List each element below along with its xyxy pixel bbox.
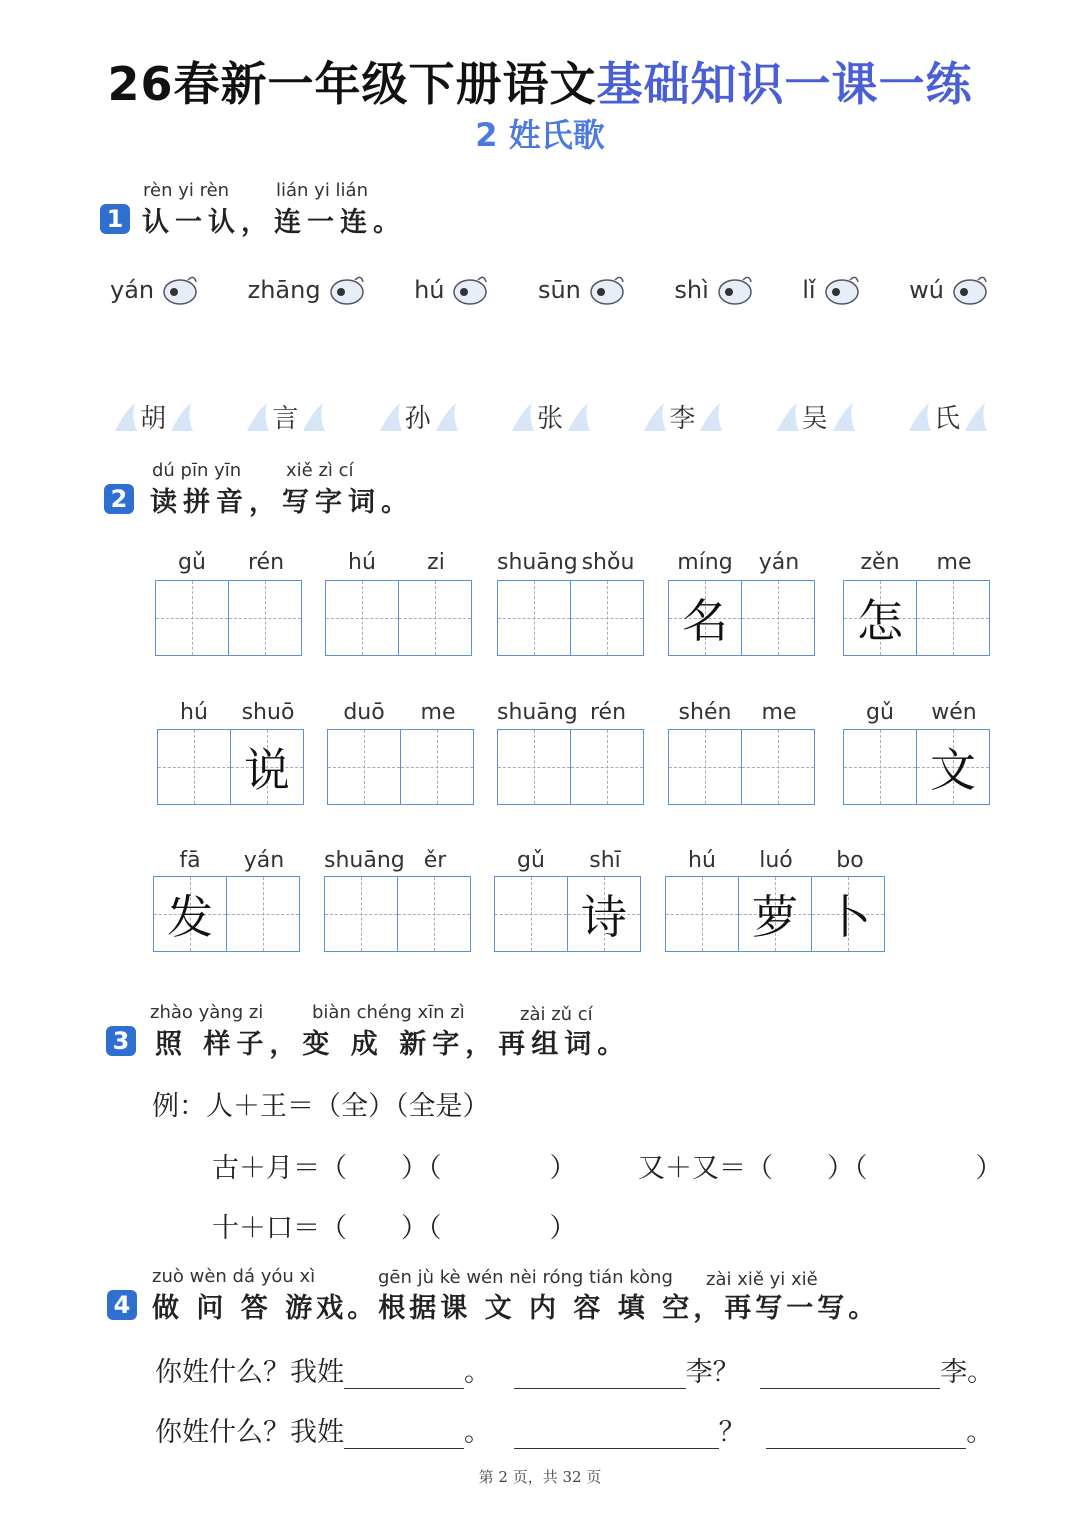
fish-icon <box>822 270 862 310</box>
grid-char <box>156 581 228 655</box>
wave-character: 张 <box>536 403 563 434</box>
equation-1[interactable]: 古＋月＝（ ）（ ） <box>212 1153 577 1184</box>
q3-number-badge: 3 <box>106 1026 136 1056</box>
pinyin: shuāng <box>497 700 578 725</box>
wave-icon <box>242 396 272 436</box>
wave-icon <box>960 396 990 436</box>
wave-item[interactable] <box>772 396 858 436</box>
wave-icon <box>110 396 140 436</box>
pinyin-label <box>325 550 473 575</box>
grid-char: 怎 <box>857 594 903 648</box>
pinyin-label <box>494 848 642 873</box>
pinyin-label <box>324 848 472 873</box>
answer-blank[interactable] <box>514 1420 719 1449</box>
wave-item[interactable] <box>507 396 593 436</box>
wave-character: 吴 <box>801 403 828 434</box>
pinyin: míng <box>677 550 733 575</box>
writing-grid[interactable] <box>497 729 644 805</box>
wave-icon <box>828 396 858 436</box>
q2-instruction: 读拼音，写字词。 <box>150 487 414 518</box>
pinyin-label <box>157 700 305 725</box>
grid-char <box>227 877 299 951</box>
wave-icon <box>298 396 328 436</box>
pinyin: zi <box>427 550 445 575</box>
pinyin: shuō <box>241 700 295 725</box>
q2-number-badge: 2 <box>104 484 134 514</box>
wave-item[interactable] <box>375 396 461 436</box>
pinyin: duō <box>343 700 385 725</box>
pinyin: luó <box>759 848 793 873</box>
fish-item[interactable] <box>802 262 861 318</box>
writing-grid[interactable] <box>153 876 300 952</box>
q1-instruction: 认一认，连一连。 <box>142 207 406 238</box>
pinyin: hú <box>348 550 376 575</box>
line2-question-mark: ？ <box>718 1417 746 1448</box>
fish-icon <box>950 270 990 310</box>
fish-pinyin-row <box>110 262 990 318</box>
grid-char <box>325 877 397 951</box>
wave-item[interactable] <box>639 396 725 436</box>
grid-char <box>229 581 301 655</box>
q4-pinyin-b: gēn jù kè wén nèi róng tián kòng <box>378 1267 673 1288</box>
fill-line-2 <box>155 1410 993 1449</box>
answer-blank[interactable] <box>766 1420 966 1449</box>
wave-icon <box>639 396 669 436</box>
grid-char <box>495 877 567 951</box>
fish-icon <box>715 270 755 310</box>
answer-blank[interactable] <box>344 1420 464 1449</box>
pinyin-label <box>668 700 816 725</box>
wave-icon <box>431 396 461 436</box>
pinyin-label <box>153 848 301 873</box>
q4-pinyin-a: zuò wèn dá yóu xì <box>152 1266 316 1287</box>
fish-item[interactable] <box>538 262 627 318</box>
wave-item[interactable] <box>242 396 328 436</box>
writing-grid[interactable] <box>843 580 990 656</box>
wave-icon <box>166 396 196 436</box>
q3-pinyin-b: biàn chéng xīn zì <box>312 1002 465 1023</box>
fish-pinyin: wú <box>909 276 944 304</box>
pinyin-label <box>843 550 991 575</box>
grid-char: 发 <box>167 890 213 944</box>
grid-char <box>158 730 230 804</box>
page-footer: 第 2 页，共 32 页 <box>478 1468 602 1486</box>
grid-char <box>666 877 738 951</box>
pinyin: me <box>936 550 972 575</box>
writing-grid[interactable] <box>665 876 885 952</box>
q1-pinyin-b: lián yi lián <box>276 180 368 201</box>
pinyin-label <box>665 848 887 873</box>
line1-period: 。 <box>464 1357 491 1388</box>
answer-blank[interactable] <box>760 1360 940 1389</box>
line2-question: 你姓什么？我姓 <box>155 1417 344 1448</box>
pinyin: shuāng <box>324 848 405 873</box>
q2-pinyin-a: dú pīn yīn <box>152 460 242 481</box>
grid-char <box>571 581 643 655</box>
wave-icon <box>904 396 934 436</box>
fish-item[interactable] <box>674 262 754 318</box>
fish-icon <box>327 270 367 310</box>
grid-char: 卜 <box>825 890 871 944</box>
grid-char: 说 <box>244 743 290 797</box>
fish-icon <box>587 270 627 310</box>
wave-item[interactable] <box>110 396 196 436</box>
fish-icon <box>450 270 490 310</box>
wave-icon <box>563 396 593 436</box>
pinyin: me <box>761 700 797 725</box>
pinyin: hú <box>180 700 208 725</box>
pinyin: shī <box>589 848 621 873</box>
pinyin-label <box>497 700 645 725</box>
writing-grid[interactable] <box>668 729 815 805</box>
fish-pinyin: sūn <box>537 276 581 304</box>
grid-char: 文 <box>930 743 976 797</box>
grid-char <box>669 730 741 804</box>
wave-item[interactable] <box>904 396 990 436</box>
wave-character: 胡 <box>140 403 167 434</box>
fill-line-1 <box>155 1350 994 1389</box>
q4-instruction: 做 问 答 游戏。根据课 文 内 容 填 空，再写一写。 <box>152 1293 880 1324</box>
grid-char <box>498 581 570 655</box>
fish-pinyin: zhāng <box>247 276 321 304</box>
grid-char <box>571 730 643 804</box>
grid-char <box>328 730 400 804</box>
fish-icon <box>160 270 200 310</box>
equation-2[interactable]: 又＋又＝（ ）（ ） <box>638 1153 1003 1184</box>
fish-item[interactable] <box>248 262 367 318</box>
q3-pinyin-a: zhào yàng zi <box>150 1002 264 1023</box>
wave-icon <box>772 396 802 436</box>
q4-number-badge: 4 <box>107 1290 137 1320</box>
fish-pinyin: lǐ <box>802 276 816 304</box>
pinyin: fā <box>179 848 201 873</box>
wave-character: 氏 <box>933 403 960 434</box>
writing-grid[interactable] <box>497 580 644 656</box>
pinyin-label <box>843 700 991 725</box>
grid-char: 萝 <box>752 890 798 944</box>
pinyin: me <box>420 700 456 725</box>
equation-3[interactable]: 十＋口＝（ ）（ ） <box>212 1213 577 1244</box>
writing-grid[interactable] <box>668 580 815 656</box>
grid-char <box>401 730 473 804</box>
wave-icon <box>695 396 725 436</box>
wave-icon <box>507 396 537 436</box>
grid-char: 诗 <box>581 890 627 944</box>
pinyin: hú <box>688 848 716 873</box>
line2-period-end: 。 <box>966 1417 994 1448</box>
answer-blank[interactable] <box>344 1360 464 1389</box>
fish-item[interactable] <box>110 262 200 318</box>
grid-char <box>742 581 814 655</box>
grid-char <box>399 581 471 655</box>
pinyin: shén <box>678 700 732 725</box>
fish-pinyin: yán <box>110 276 155 304</box>
grid-char <box>326 581 398 655</box>
wave-character-row <box>110 396 990 436</box>
fish-item[interactable] <box>909 262 990 318</box>
pinyin-label <box>668 550 816 575</box>
wave-character: 孙 <box>404 403 431 434</box>
pinyin: shuāng <box>497 550 578 575</box>
grid-char <box>742 730 814 804</box>
pinyin: ěr <box>423 848 447 873</box>
wave-icon <box>375 396 405 436</box>
pinyin: gǔ <box>517 848 545 873</box>
page-title <box>0 48 1080 114</box>
wave-character: 李 <box>669 403 696 434</box>
fish-item[interactable] <box>414 262 490 318</box>
pinyin: yán <box>243 848 285 873</box>
fish-pinyin: shì <box>674 276 709 304</box>
writing-grid[interactable] <box>494 876 641 952</box>
writing-grid[interactable] <box>327 729 474 805</box>
pinyin-label <box>327 700 475 725</box>
wave-character: 言 <box>272 403 299 434</box>
line1-li-question: 李？ <box>685 1357 740 1388</box>
pinyin: shǒu <box>581 550 635 575</box>
line1-li-answer: 李。 <box>940 1357 995 1388</box>
pinyin: rén <box>589 700 627 725</box>
grid-char <box>498 730 570 804</box>
title-part-2: 基础知识一课一练 <box>596 57 973 111</box>
q1-pinyin-a: rèn yi rèn <box>143 180 230 201</box>
answer-blank[interactable] <box>514 1360 686 1389</box>
pinyin: wén <box>931 700 977 725</box>
pinyin: gǔ <box>866 700 894 725</box>
grid-char <box>398 877 470 951</box>
example-equation: 例：人＋王＝（全）（全是） <box>152 1091 490 1122</box>
line2-period: 。 <box>464 1417 491 1448</box>
writing-grid[interactable] <box>157 729 304 805</box>
q1-number-badge: 1 <box>100 204 130 234</box>
grid-char <box>844 730 916 804</box>
pinyin: gǔ <box>178 550 206 575</box>
fish-pinyin: hú <box>414 276 445 304</box>
pinyin: zěn <box>860 550 900 575</box>
lesson-subtitle: 2 姓氏歌 <box>475 116 605 154</box>
grid-char: 名 <box>682 594 728 648</box>
q4-pinyin-c: zài xiě yi xiě <box>706 1269 818 1290</box>
pinyin-label <box>497 550 645 575</box>
writing-grid[interactable] <box>155 580 302 656</box>
writing-grid[interactable] <box>324 876 471 952</box>
line1-question: 你姓什么？我姓 <box>155 1357 344 1388</box>
q2-pinyin-b: xiě zì cí <box>286 460 354 481</box>
title-part-1: 26春新一年级下册语文 <box>107 57 597 111</box>
writing-grid[interactable] <box>325 580 472 656</box>
pinyin-label <box>155 550 303 575</box>
pinyin: yán <box>758 550 800 575</box>
q3-pinyin-c: zài zǔ cí <box>520 1004 593 1025</box>
grid-char <box>917 581 989 655</box>
writing-grid[interactable] <box>843 729 990 805</box>
pinyin: bo <box>836 848 864 873</box>
pinyin: rén <box>247 550 285 575</box>
q3-instruction: 照 样子，变 成 新字，再组词。 <box>155 1029 631 1060</box>
